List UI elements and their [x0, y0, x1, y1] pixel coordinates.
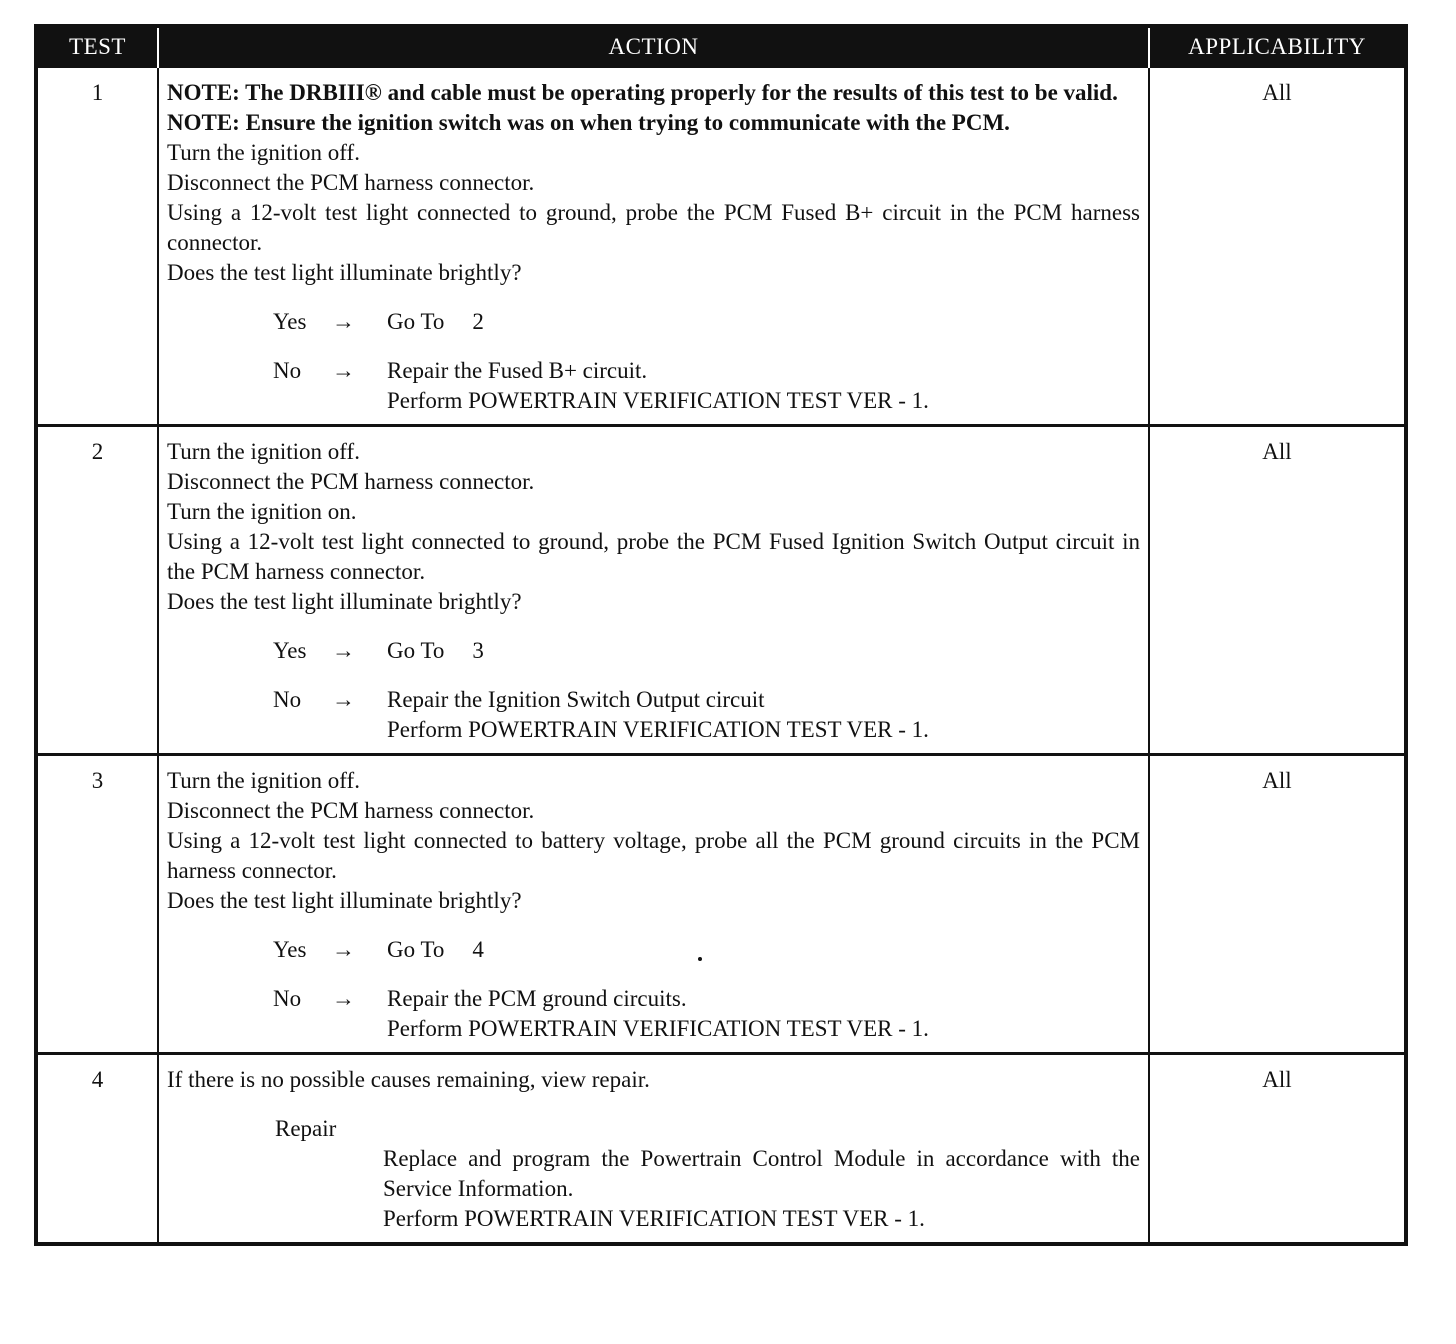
test-row-3: [36, 755, 1406, 1054]
step-text: Disconnect the PCM harness connector.: [167, 170, 535, 195]
repair-text: Replace and program the Powertrain Control Module in accordance with the Service Information.: [383, 1146, 1140, 1201]
no-result: [387, 685, 929, 745]
header-row: [36, 26, 1406, 67]
no-outcome: [167, 685, 1140, 745]
step-text: Disconnect the PCM harness connector.: [167, 469, 535, 494]
diagnostic-test-table: [34, 24, 1408, 1246]
no-label: No: [273, 687, 302, 712]
step-text: Disconnect the PCM harness connector.: [167, 798, 535, 823]
header-test: TEST: [36, 26, 158, 67]
arrow-icon: →: [332, 638, 355, 663]
repair-text: Repair the Fused B+ circuit.: [387, 358, 648, 383]
test-applicability: All: [1149, 426, 1406, 755]
goto-label: Go To: [387, 309, 445, 334]
goto-target: 4: [472, 937, 484, 962]
step-text: Using a 12-volt test light connected to ground, probe the PCM Fused B+ circuit in the PCM harness connector.: [167, 200, 1140, 255]
header-applicability: APPLICABILITY: [1149, 26, 1406, 67]
repair-label: Repair: [275, 1116, 337, 1141]
verification-text: Perform POWERTRAIN VERIFICATION TEST VER - 1.: [387, 717, 929, 742]
goto-link[interactable]: [387, 935, 484, 965]
goto-link[interactable]: [387, 636, 484, 666]
test-number: 4: [36, 1054, 158, 1245]
test-action: [158, 755, 1149, 1054]
no-label: No: [273, 358, 302, 383]
test-applicability: All: [1149, 755, 1406, 1054]
note-text: NOTE: Ensure the ignition switch was on when trying to communicate with the PCM.: [167, 110, 1010, 135]
note-text: NOTE: The DRBIII® and cable must be operating properly for the results of this test to be valid.: [167, 80, 1118, 105]
step-text: If there is no possible causes remaining, view repair.: [167, 1067, 650, 1092]
step-text: Turn the ignition off.: [167, 439, 360, 464]
repair-text: Repair the Ignition Switch Output circuit: [387, 687, 765, 712]
test-action: [158, 67, 1149, 426]
no-outcome: [167, 356, 1140, 416]
goto-label: Go To: [387, 638, 445, 663]
scan-speck: [698, 957, 702, 961]
test-action: [158, 426, 1149, 755]
test-row-2: [36, 426, 1406, 755]
test-row-1: [36, 67, 1406, 426]
verification-text: Perform POWERTRAIN VERIFICATION TEST VER - 1.: [383, 1206, 925, 1231]
no-outcome: [167, 984, 1140, 1044]
verification-text: Perform POWERTRAIN VERIFICATION TEST VER - 1.: [387, 388, 929, 413]
no-label: No: [273, 986, 302, 1011]
yes-label: Yes: [273, 937, 307, 962]
verification-text: Perform POWERTRAIN VERIFICATION TEST VER - 1.: [387, 1016, 929, 1041]
test-number: 3: [36, 755, 158, 1054]
test-number: 2: [36, 426, 158, 755]
goto-label: Go To: [387, 937, 445, 962]
arrow-icon: →: [332, 358, 355, 383]
arrow-icon: →: [332, 986, 355, 1011]
header-action: ACTION: [158, 26, 1149, 67]
arrow-icon: →: [332, 309, 355, 334]
question-text: Does the test light illuminate brightly?: [167, 888, 522, 913]
arrow-icon: →: [332, 937, 355, 962]
step-text: Using a 12-volt test light connected to ground, probe the PCM Fused Ignition Switch Output circuit in the PCM harness connector.: [167, 529, 1140, 584]
step-text: Turn the ignition off.: [167, 768, 360, 793]
goto-target: 2: [472, 309, 484, 334]
repair-text: Repair the PCM ground circuits.: [387, 986, 687, 1011]
question-text: Does the test light illuminate brightly?: [167, 260, 522, 285]
goto-target: 3: [472, 638, 484, 663]
yes-label: Yes: [273, 638, 307, 663]
repair-block: [383, 1144, 1140, 1234]
yes-outcome: [167, 935, 1140, 965]
question-text: Does the test light illuminate brightly?: [167, 589, 522, 614]
goto-link[interactable]: [387, 307, 484, 337]
yes-outcome: [167, 636, 1140, 666]
yes-label: Yes: [273, 309, 307, 334]
test-number: 1: [36, 67, 158, 426]
test-row-4: [36, 1054, 1406, 1245]
step-text: Turn the ignition on.: [167, 499, 357, 524]
no-result: [387, 356, 929, 416]
no-result: [387, 984, 929, 1044]
test-action: [158, 1054, 1149, 1245]
arrow-icon: →: [332, 687, 355, 712]
step-text: Using a 12-volt test light connected to battery voltage, probe all the PCM ground circuits in the PCM harness connector.: [167, 828, 1140, 883]
test-applicability: All: [1149, 1054, 1406, 1245]
yes-outcome: [167, 307, 1140, 337]
step-text: Turn the ignition off.: [167, 140, 360, 165]
test-applicability: All: [1149, 67, 1406, 426]
